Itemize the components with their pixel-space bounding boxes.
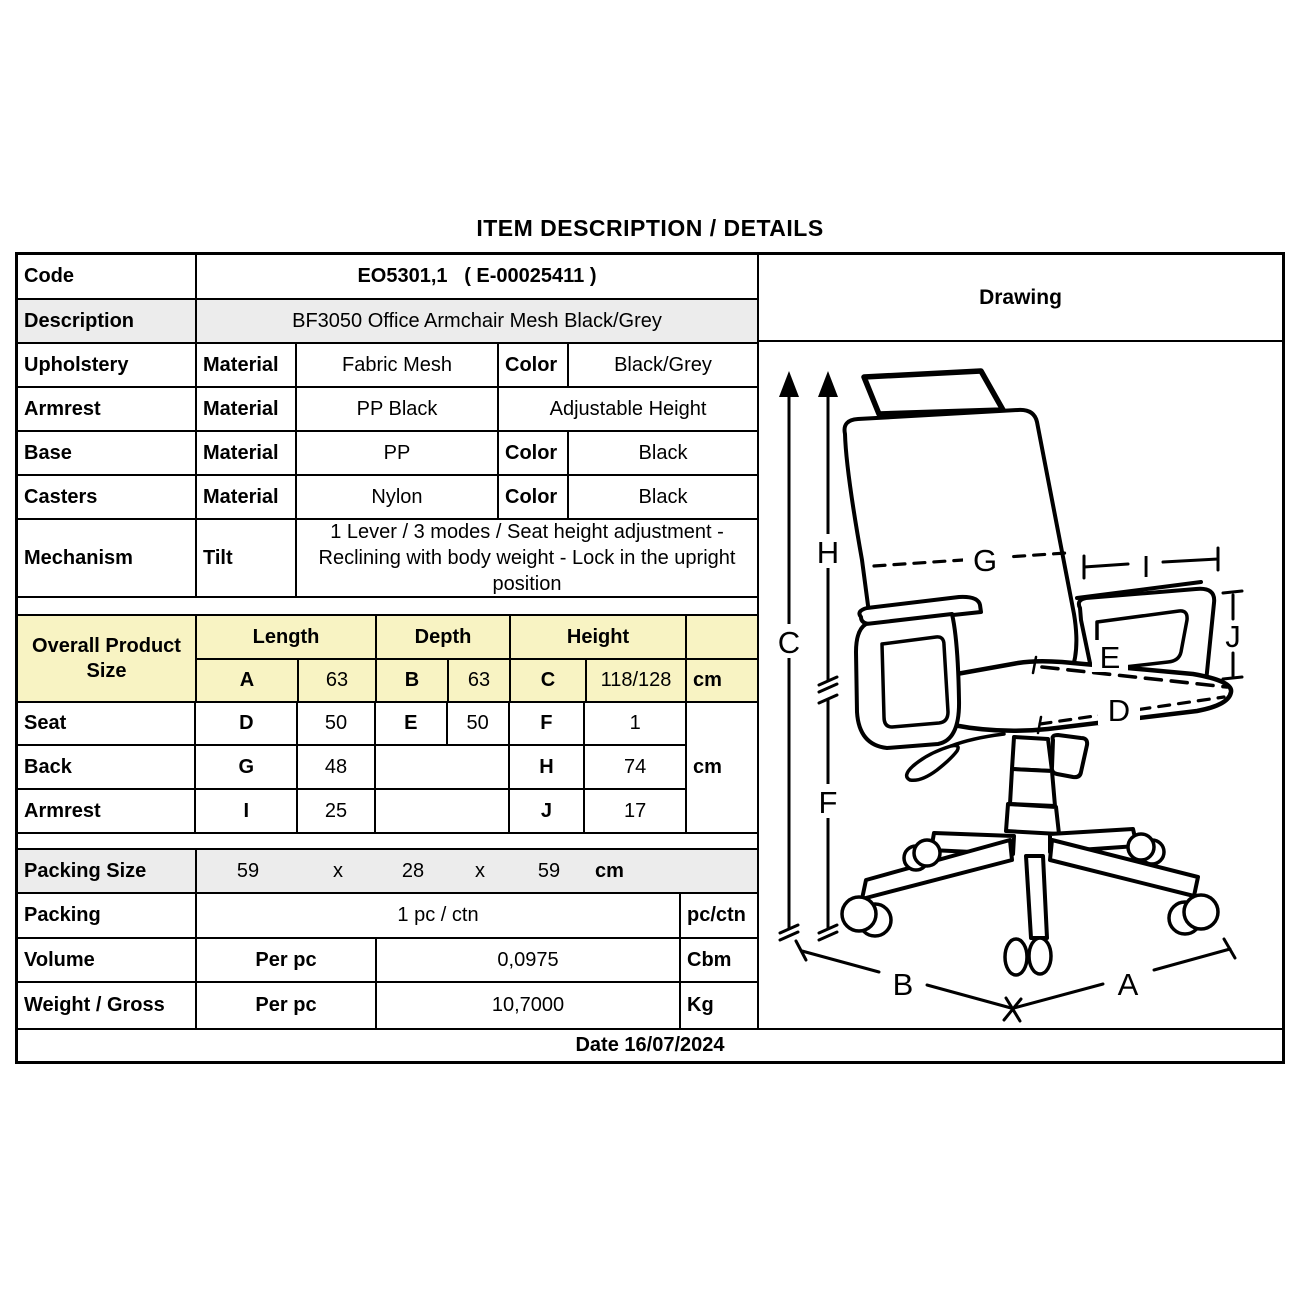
armrest-size-label: Armrest xyxy=(18,790,196,832)
casters-label: Casters xyxy=(18,476,197,518)
armrest-length-value: 25 xyxy=(298,790,376,832)
code-value: EO5301,1 ( E-00025411 ) xyxy=(357,265,597,287)
spacer-row-1 xyxy=(18,598,757,616)
gas-lift-bottom xyxy=(1006,804,1059,834)
back-height-key: H xyxy=(510,746,586,788)
spec-sheet-table xyxy=(15,252,1285,1064)
weight-label: Weight / Gross xyxy=(18,983,197,1028)
packing-size-v2: 28 xyxy=(401,859,425,882)
casters-color-value: Black xyxy=(638,485,688,508)
gas-lift-top xyxy=(1012,737,1052,771)
spec-table xyxy=(18,255,759,1028)
upholstery-label: Upholstery xyxy=(18,344,197,386)
base-color-value: Black xyxy=(638,441,688,464)
chair-drawing xyxy=(759,342,1282,1028)
packing-size-x1: x xyxy=(333,859,343,882)
dim-cross-ab xyxy=(1004,998,1021,1021)
row-weight xyxy=(18,983,757,1028)
dim-label-b: B xyxy=(892,967,914,1002)
base-label: Base xyxy=(18,432,197,474)
weight-unit: Kg xyxy=(687,994,714,1016)
caster-left xyxy=(842,897,891,936)
overall-depth-value: 63 xyxy=(449,660,511,701)
mechanism-value: 1 Lever / 3 modes / Seat height adjustment - Reclining with body weight - Lock in the upright position xyxy=(318,521,736,595)
size-header-empty xyxy=(687,616,757,658)
packing-size-unit: cm xyxy=(595,859,624,882)
packing-size-values xyxy=(197,850,757,892)
casters-color-key: Color xyxy=(499,476,569,518)
row-casters xyxy=(18,476,757,520)
drawing-panel xyxy=(759,255,1282,1028)
page-title: ITEM DESCRIPTION / DETAILS xyxy=(476,215,824,241)
dim-tick-i xyxy=(1084,548,1218,578)
row-armrest-size xyxy=(18,790,685,832)
upholstery-color-key: Color xyxy=(499,344,569,386)
upholstery-color-value: Black/Grey xyxy=(614,353,712,376)
armrest-note: Adjustable Height xyxy=(549,397,707,420)
seat-depth-key: E xyxy=(376,703,448,744)
dim-label-f: F xyxy=(818,785,838,820)
armrest-depth-empty xyxy=(376,790,510,832)
seat-depth-value: 50 xyxy=(448,703,510,744)
armrest-length-key: I xyxy=(196,790,298,832)
caster-front xyxy=(1005,938,1051,975)
row-armrest xyxy=(18,388,757,432)
description-value: BF3050 Office Armchair Mesh Black/Grey xyxy=(292,309,662,332)
code-label: Code xyxy=(18,255,197,298)
drawing-area xyxy=(759,342,1282,1028)
row-packing-size xyxy=(18,850,757,894)
size-section-label: Overall Product Size xyxy=(18,616,197,701)
row-upholstery xyxy=(18,344,757,388)
back-length-key: G xyxy=(196,746,298,788)
main-area xyxy=(18,255,1282,1028)
overall-depth-key: B xyxy=(377,660,449,701)
packing-label: Packing xyxy=(18,894,197,937)
dim-label-a: A xyxy=(1117,967,1139,1002)
weight-value: 10,7000 xyxy=(377,983,681,1028)
overall-height-value: 118/128 xyxy=(587,660,687,701)
date-row xyxy=(18,1028,1282,1061)
tilt-lever-shaft xyxy=(951,734,1004,746)
row-seat xyxy=(18,703,685,746)
mechanism-label: Mechanism xyxy=(18,520,197,596)
upholstery-material-value: Fabric Mesh xyxy=(297,344,499,386)
size-header-row xyxy=(197,616,757,660)
base-color-key: Color xyxy=(499,432,569,474)
overall-length-value: 63 xyxy=(299,660,377,701)
packing-size-v3: 59 xyxy=(537,859,561,882)
depth-header: Depth xyxy=(377,616,511,658)
seat-length-value: 50 xyxy=(298,703,376,744)
packing-size-x2: x xyxy=(475,859,485,882)
row-volume xyxy=(18,939,757,983)
volume-per: Per pc xyxy=(197,939,377,981)
length-header: Length xyxy=(197,616,377,658)
tilt-lever-paddle xyxy=(907,746,959,781)
dim-label-c: C xyxy=(777,625,801,660)
dim-label-e: E xyxy=(1099,640,1121,675)
seat-height-key: F xyxy=(510,703,586,744)
casters-material-key: Material xyxy=(197,476,297,518)
row-back xyxy=(18,746,685,790)
armrest-height-value: 17 xyxy=(624,799,647,822)
left-armrest-opening xyxy=(882,637,948,727)
packing-size-label: Packing Size xyxy=(18,850,197,892)
row-packing xyxy=(18,894,757,939)
packing-value: 1 pc / ctn xyxy=(197,894,681,937)
base-leg-front xyxy=(1026,856,1047,938)
row-mechanism xyxy=(18,520,757,598)
overall-unit: cm xyxy=(693,669,722,691)
casters-material-value: Nylon xyxy=(297,476,499,518)
armrest-height-key: J xyxy=(510,790,586,832)
drawing-header: Drawing xyxy=(759,255,1282,342)
dim-tick-a-right xyxy=(1224,939,1235,958)
spacer-row-2 xyxy=(18,834,757,850)
seat-height-value: 1 xyxy=(629,712,641,734)
size-detail-block xyxy=(18,703,757,834)
height-header: Height xyxy=(511,616,687,658)
seat-label: Seat xyxy=(18,703,196,744)
gas-lift-mid xyxy=(1010,769,1055,806)
headrest-outline xyxy=(864,371,1003,414)
dim-arrow-h-top xyxy=(818,371,838,397)
base-material-key: Material xyxy=(197,432,297,474)
mechanism-tab xyxy=(1052,735,1087,777)
dim-label-h: H xyxy=(816,535,840,570)
size-unit-merged: cm xyxy=(693,756,722,778)
armrest-label: Armrest xyxy=(18,388,197,430)
back-depth-empty xyxy=(376,746,510,788)
mechanism-tilt-key: Tilt xyxy=(197,520,297,596)
caster-right xyxy=(1169,895,1218,934)
volume-value: 0,0975 xyxy=(377,939,681,981)
base-material-value: PP xyxy=(297,432,499,474)
packing-unit: pc/ctn xyxy=(687,904,746,926)
dim-label-d: D xyxy=(1107,693,1131,728)
armrest-material-key: Material xyxy=(197,388,297,430)
size-header-block xyxy=(18,616,757,703)
row-base xyxy=(18,432,757,476)
size-overall-row xyxy=(197,660,757,701)
weight-per: Per pc xyxy=(197,983,377,1028)
caster-back-right xyxy=(1128,834,1164,864)
dim-arrow-c-top xyxy=(779,371,799,397)
row-code xyxy=(18,255,757,300)
volume-label: Volume xyxy=(18,939,197,981)
date-text: Date 16/07/2024 xyxy=(575,1034,725,1056)
dim-label-j: J xyxy=(1225,619,1241,654)
overall-length-key: A xyxy=(197,660,299,701)
caster-back-left xyxy=(904,840,940,870)
upholstery-material-key: Material xyxy=(197,344,297,386)
back-length-value: 48 xyxy=(298,746,376,788)
back-height-value: 74 xyxy=(624,755,647,778)
back-label: Back xyxy=(18,746,196,788)
volume-unit: Cbm xyxy=(687,948,732,971)
dim-label-g: G xyxy=(972,543,998,578)
seat-length-key: D xyxy=(196,703,298,744)
dim-line-i xyxy=(1084,559,1218,567)
row-description xyxy=(18,300,757,344)
overall-height-key: C xyxy=(511,660,587,701)
dim-label-i: I xyxy=(1141,549,1151,584)
armrest-material-value: PP Black xyxy=(297,388,499,430)
description-label: Description xyxy=(18,300,197,342)
packing-size-v1: 59 xyxy=(236,859,260,882)
